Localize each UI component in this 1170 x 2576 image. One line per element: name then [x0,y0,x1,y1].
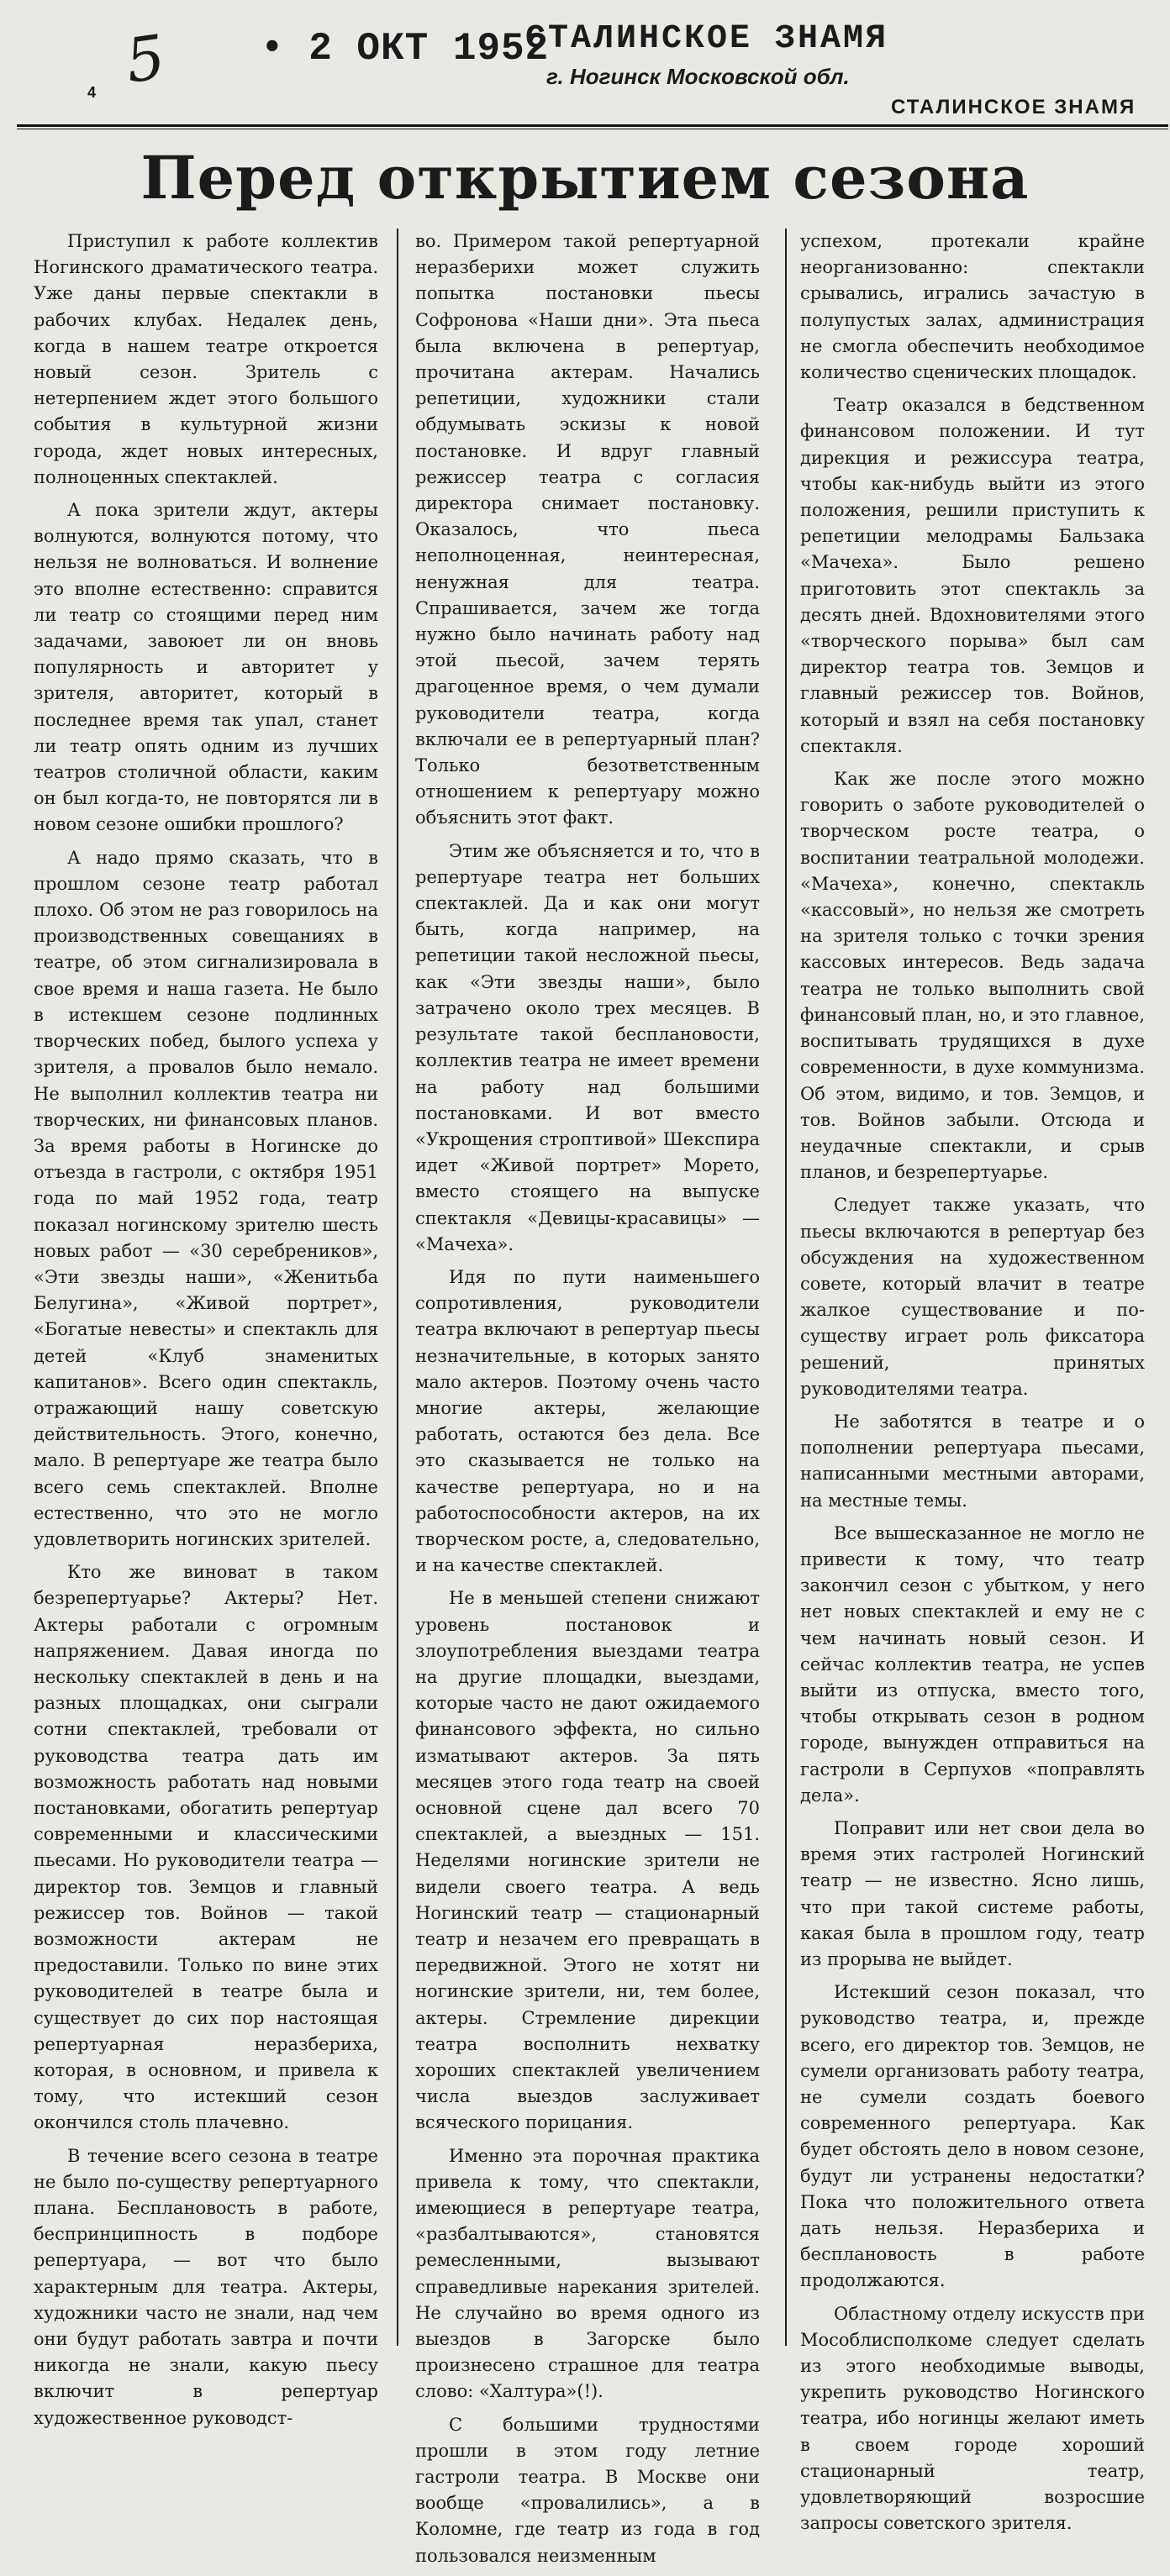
paragraph: во. Примером такой репертуарной неразберихи может служить попытка постановки пьесы Софронова «Наши дни». Эта пьеса была включена в репертуар, прочитана актерам. Начались репетиции, художники стали обдумывать эскизы к новой постановке. И вдруг главный режиссер театра с согласия директора снимает постановку. Оказалось, что пьеса неполноценная, неинтересная, ненужная для театра. Спрашивается, зачем же тогда нужно было начинать работу над этой пьесой, зачем терять драгоценное время, о чем думали руководители театра, когда включали ее в репертуарный план? Только безответственным отношением к репертуару можно объяснить этот факт. [415,231,760,828]
header-rule [17,124,1168,127]
paragraph: Приступил к работе коллектив Ногинского драматического театра. Уже даны первые спектакли в рабочих клубах. Недалек день, когда в нашем театре откроется новый сезон. Зритель с нетерпением ждет этого большого события в культурной жизни города, ждет новых интересных, полноценных спектаклей. [34,231,378,487]
paragraph: Этим же объясняется и то, что в репертуаре театра нет больших спектаклей. Да и как они могут быть, когда например, на репетиции такой несложной пьесы, как «Эти звезды наши», было затрачено около трех месяцев. В результате такой бесплановости, коллектив театра не имеет времени на работу над большими постановками. И вот вместо «Укрощения строптивой» Шекспира идет «Живой портрет» Морето, вместо стоящего на выпуске спектакля «Девицы-красавицы» — «Мачеха». [415,840,760,1254]
handwritten-mark: 5 [121,21,170,97]
paragraph: А надо прямо сказать, что в прошлом сезоне театр работал плохо. Об этом не раз говорилось на производственных совещаниях в театре, об этом сигнализировала в свое время и наша газета. Не было в истекшем сезоне подлинных творческих побед, былого успеха у зрителя, а провалов было немало. Не выполнил коллектив театра ни творческих, ни финансовых планов. За время работы в Ногинске до отъезда в гастроли, с октября 1951 года по май 1952 года, театр показал ногинскому зрителю шесть новых работ — «30 серебреников», «Эти звезды наши», «Женитьба Белугина», «Живой портрет», «Богатые невесты» и спектакль для детей «Клуб знаменитых капитанов». Всего один спектакль, отражающий нашу советскую действительность. Этого, конечно, мало. В репертуаре же театра было всего семь спектаклей. Вполне естественно, что это не могло удовлетворить ногинских зрителей. [34,847,378,1549]
paragraph: Именно эта порочная практика привела к тому, что спектакли, имеющиеся в репертуаре театра, «разбалтываются», становятся ремесленными, вызывают справедливые нарекания зрителей. Не случайно во время одного из выездов в Загорске было произнесено страшное для театра слово: «Халтура»(!). [415,2145,760,2402]
paragraph: В течение всего сезона в театре не было по-существу репертуарного плана. Бесплановость в работе, беспринципность в подборе репертуара, — вот что было характерным для театра. Актеры, художники часто не знали, над чем они будут работать завтра и почти никогда не знали, какую пьесу включит в репертуар художественное руководст- [34,2145,378,2428]
paragraph: Не заботятся в театре и о пополнении репертуара пьесами, написанными местными авторами, на местные темы. [800,1411,1145,1511]
article-column-1 [34,229,378,2438]
paragraph: Идя по пути наименьшего сопротивления, руководители театра включают в репертуар пьесы незначительные, в которых занято мало актеров. Поэтому очень часто многие актеры, желающие работать, остаются без дела. Все это сказывается не только на качестве репертуара, но и на работоспособности актеров, на их творческом росте, а, следовательно, и на качестве спектаклей. [415,1266,760,1576]
stamp-paper-name: СТАЛИНСКОЕ ЗНАМЯ [525,20,889,58]
article-column-2 [415,229,760,2576]
article-headline: Перед открытием сезона [140,143,1030,213]
column-divider [397,229,398,2346]
paragraph: Кто же виноват в таком безрепертуарье? Актеры? Нет. Актеры работали с огромным напряжением. Давая иногда по нескольку спектаклей в день и на разных площадках, они сыграли сотни спектаклей, требовали от руководства театра дать им возможность работать над новыми постановками, обогатить репертуар современными и классическими пьесами. Но руководители театра — директор тов. Земцов и главный режиссер тов. Войнов — такой возможности актерам не предоставили. Только по вине этих руководителей в театре была и существует до сих пор настоящая репертуарная неразбериха, которая, в основном, и привела к тому, что истекший сезон окончился столь плачевно. [34,1562,378,2133]
article-column-3 [800,229,1145,2543]
running-masthead: СТАЛИНСКОЕ ЗНАМЯ [891,96,1136,118]
paragraph: Театр оказался в бедственном финансовом положении. И тут дирекция и режиссура театра, чтобы как-нибудь выйти из этого положения, решили приступить к репетиции мелодрамы Бальзака «Мачеха». Было решено приготовить этот спектакль за десять дней. Вдохновителями этого «творческого порыва» был сам директор театра тов. Земцов и главный режиссер тов. Войнов, который и взял на себя постановку спектакля. [800,395,1145,756]
paragraph: успехом, протекали крайне неорганизованно: спектакли срывались, игрались зачастую в полупустых залах, администрация не смогла обеспечить необходимое количество сценических площадок. [800,231,1145,383]
paragraph: Все вышесказанное не могло не привести к тому, что театр закончил сезон с убытком, у него нет новых спектаклей и ему не с чем начинать новый сезон. И сейчас коллектив театра, не успев выйти из отпуска, вместо того, чтобы открывать сезон в родном городе, вынужден отправиться на гастроли в Серпухов «поправлять дела». [800,1522,1145,1806]
stamp-date: • 2 ОКТ 1952 [261,27,550,71]
paragraph: Областному отделу искусств при Мособлисполкоме следует сделать из этого необходимые выводы, укрепить руководство Ногинского театра, ибо ногинцы желают иметь в своем городе хороший стационарный театр, удовлетворяющий возросшие запросы советского зрителя. [800,2303,1145,2534]
paragraph: С большими трудностями прошли в этом году летние гастроли театра. В Москве они вообще «провалились», а в Коломне, где театр из года в год пользовался неизменным [415,2414,760,2566]
archive-stamp [0,8,1170,101]
page-number: 4 [87,84,97,101]
paragraph: А пока зрители ждут, актеры волнуются, волнуются потому, что нельзя не волноваться. И волнение это вполне естественно: справится ли театр со стоящими перед ним задачами, завоюет ли он вновь популярность и авторитет у зрителя, авторитет, который в последнее время так упал, станет ли театр опять одним из лучших театров столичной области, каким он был когда-то, не повторятся ли в новом сезоне ошибки прошлого? [34,500,378,835]
paragraph: Как же после этого можно говорить о заботе руководителей о творческом росте театра, о воспитании театральной молодежи. «Мачеха», конечно, спектакль «кассовый», но нельзя же смотреть на зрителя только с точки зрения кассовых интересов. Ведь задача театра не только выполнить свой финансовый план, но, и это главное, воспитывать трудящихся в духе современности, в духе коммунизма. Об этом, видимо, и тов. Земцов, и тов. Войнов забыли. Отсюда и неудачные спектакли, и срыв планов, и безрепертуарье. [800,769,1145,1183]
column-divider [785,229,787,2346]
paragraph: Не в меньшей степени снижают уровень постановок и злоупотребления выездами театра на другие площадки, выездами, которые часто не дают ожидаемого финансового эффекта, но сильно изматывают актеров. За пять месяцев этого года театр на своей основной сцене дал всего 70 спектаклей, а выездных — 151. Неделями ногинские зрители не видели своего театра. А ведь Ногинский театр — стационарный театр и незачем его превращать в передвижной. Этого не хотят ни ногинские зрители, ни, тем более, актеры. Стремление дирекции театра восполнить нехватку хороших спектаклей увеличением числа выездов заслуживает всяческого порицания. [415,1588,760,2133]
paragraph: Следует также указать, что пьесы включаются в репертуар без обсуждения на художественном совете, который влачит в театре жалкое существование и по-существу играет роль фиксатора решений, принятых руководителями театра. [800,1195,1145,1399]
paragraph: Поправит или нет свои дела во время этих гастролей Ногинский театр — не известно. Ясно лишь, что при такой системе работы, какая была в прошлом году, театр из прорыва не выйдет. [800,1817,1145,1969]
paragraph: Истекший сезон показал, что руководство театра, и, прежде всего, его директор тов. Земцов, не сумели организовать работу театра, не сумели создать боевого современного репертуара. Как будет обстоять дело в новом сезоне, будут ли устранены недостатки? Пока что положительного ответа дать нельзя. Неразбериха и бесплановость в работе продолжаются. [800,1982,1145,2291]
stamp-city: г. Ногинск Московской обл. [546,64,850,89]
